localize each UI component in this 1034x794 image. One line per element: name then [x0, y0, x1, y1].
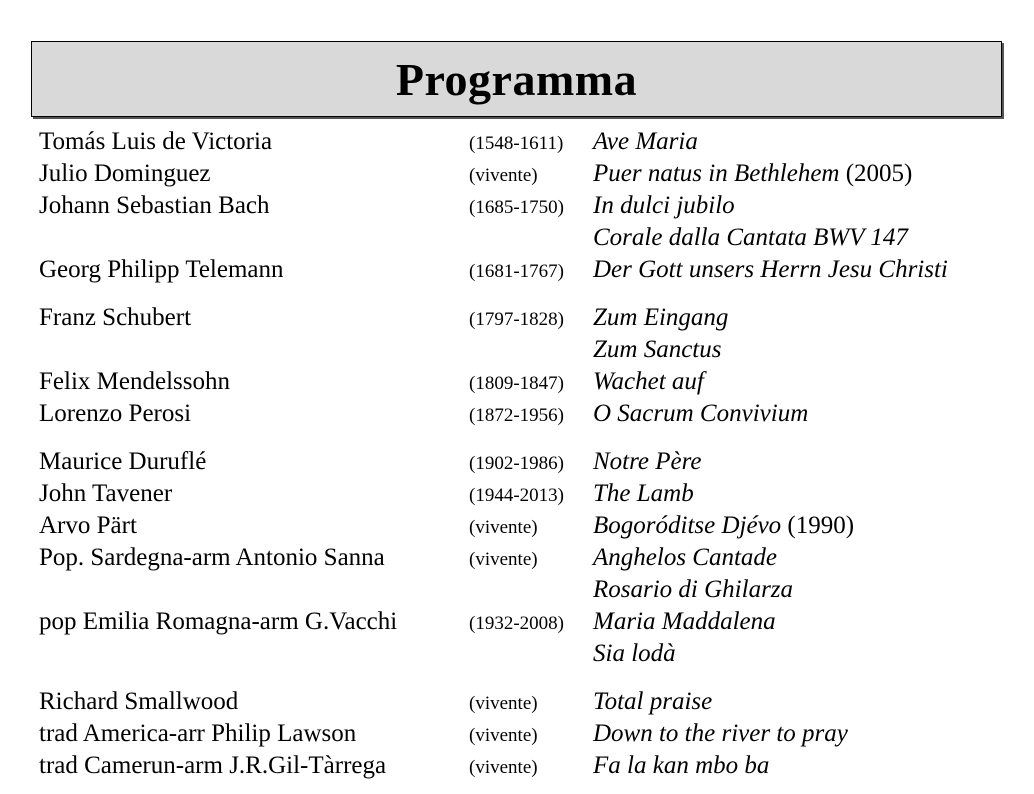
work-year: (1990) [781, 512, 855, 539]
work-entry [593, 254, 948, 286]
work-entry [593, 542, 777, 574]
program-row [0, 366, 1034, 398]
program-row [0, 190, 1034, 222]
composer-name: trad America-arr Philip Lawson [39, 720, 357, 747]
program-row [0, 302, 1034, 334]
composer-dates: (1685-1750) [469, 197, 564, 218]
composer-name: Tomás Luis de Victoria [39, 128, 273, 155]
program-row [0, 606, 1034, 638]
work-title: In dulci jubilo [593, 192, 735, 219]
composer-name: Maurice Duruflé [39, 448, 207, 475]
composer-dates: (1681-1767) [469, 261, 564, 282]
composer-dates: (vivente) [469, 725, 538, 746]
composer-name: John Tavener [39, 480, 173, 507]
work-title: Puer natus in Bethlehem [593, 160, 840, 187]
composer-dates: (1944-2013) [469, 485, 564, 506]
work-entry [593, 302, 728, 334]
composer-name: Pop. Sardegna-arm Antonio Sanna [39, 544, 385, 571]
composer-dates: (vivente) [469, 757, 538, 778]
composer-name: Richard Smallwood [39, 688, 239, 715]
composer-name: pop Emilia Romagna-arm G.Vacchi [39, 608, 398, 635]
program-row [0, 718, 1034, 750]
work-entry [593, 510, 854, 542]
work-entry [593, 686, 712, 718]
work-title: Zum Sanctus [593, 336, 722, 363]
composer-name: trad Camerun-arm J.R.Gil-Tàrrega [39, 752, 387, 779]
program-row [0, 478, 1034, 510]
work-entry [593, 446, 702, 478]
work-title: O Sacrum Convivium [593, 400, 809, 427]
composer-name: Franz Schubert [39, 304, 192, 331]
work-title: Maria Maddalena [593, 608, 776, 635]
title-banner [31, 41, 1002, 117]
composer-name: Arvo Pärt [39, 512, 137, 539]
work-title: Notre Père [593, 448, 702, 475]
program-row [0, 542, 1034, 574]
work-year: (2005) [839, 160, 913, 187]
work-title: Sia lodà [593, 640, 676, 667]
program-row [0, 510, 1034, 542]
program-row [0, 334, 1034, 366]
work-title: Ave Maria [593, 128, 698, 155]
composer-dates: (1797-1828) [469, 309, 564, 330]
work-entry [593, 334, 721, 366]
program-row [0, 446, 1034, 478]
composer-dates: (1809-1847) [469, 373, 564, 394]
work-title: Wachet auf [593, 368, 704, 395]
composer-name: Felix Mendelssohn [39, 368, 230, 395]
composer-dates: (1548-1611) [469, 133, 564, 154]
composer-dates: (1902-1986) [469, 453, 564, 474]
work-title: Anghelos Cantade [593, 544, 778, 571]
work-entry [593, 750, 769, 782]
work-title: Fa la kan mbo ba [593, 752, 770, 779]
composer-name: Georg Philipp Telemann [39, 256, 284, 283]
work-title: Down to the river to pray [593, 720, 848, 747]
work-title: Bogoróditse Djévo [593, 512, 782, 539]
work-entry [593, 718, 848, 750]
work-title: Der Gott unsers Herrn Jesu Christi [593, 256, 948, 283]
work-title: Zum Eingang [593, 304, 729, 331]
work-entry [593, 126, 698, 158]
work-entry [593, 222, 908, 254]
program-row [0, 126, 1034, 158]
work-entry [593, 574, 793, 606]
composer-dates: (vivente) [469, 549, 538, 570]
composer-dates: (1932-2008) [469, 613, 564, 634]
work-entry [593, 638, 676, 670]
program-row [0, 686, 1034, 718]
program-row [0, 398, 1034, 430]
composer-dates: (vivente) [469, 165, 538, 186]
work-title: Rosario di Ghilarza [593, 576, 794, 603]
work-entry [593, 158, 912, 190]
work-entry [593, 190, 735, 222]
program-row [0, 222, 1034, 254]
program-row [0, 638, 1034, 670]
work-entry [593, 398, 808, 430]
program-row [0, 254, 1034, 286]
composer-dates: (vivente) [469, 517, 538, 538]
composer-dates: (1872-1956) [469, 405, 564, 426]
composer-dates: (vivente) [469, 693, 538, 714]
work-title: Corale dalla Cantata BWV 147 [593, 224, 908, 251]
work-entry [593, 606, 776, 638]
program-row [0, 750, 1034, 782]
page-title: Programma [395, 53, 638, 105]
work-title: Total praise [593, 688, 713, 715]
work-entry [593, 478, 694, 510]
program-row [0, 574, 1034, 606]
composer-name: Johann Sebastian Bach [39, 192, 270, 219]
composer-name: Lorenzo Perosi [39, 400, 192, 427]
work-title: The Lamb [593, 480, 694, 507]
work-entry [593, 366, 704, 398]
program-row [0, 158, 1034, 190]
composer-name: Julio Dominguez [39, 160, 211, 187]
